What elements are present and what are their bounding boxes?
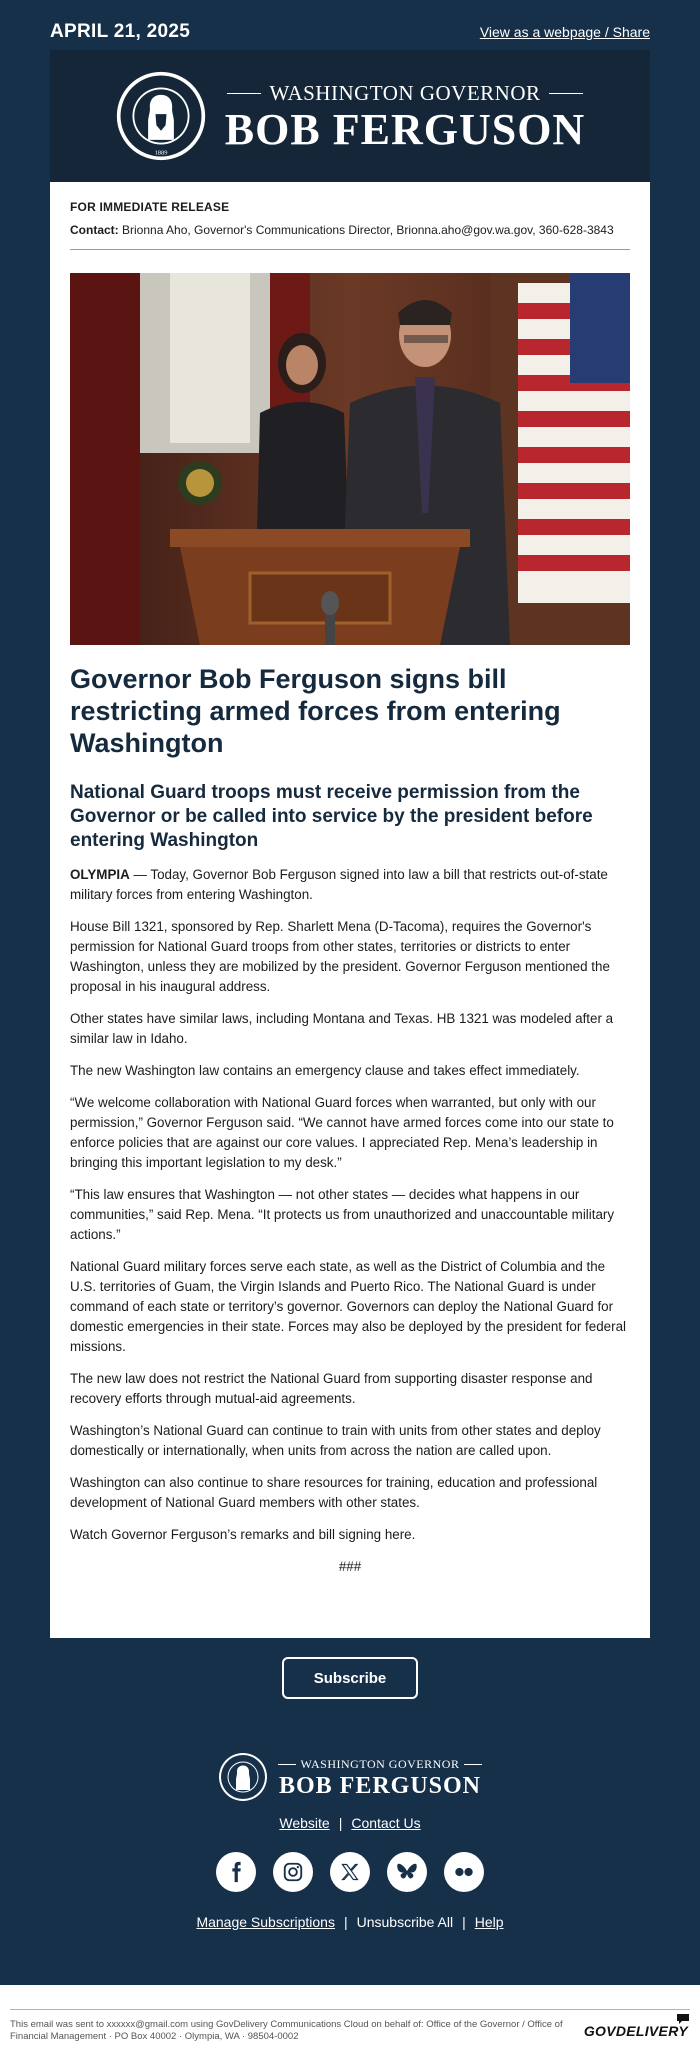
- end-mark: ###: [338, 1559, 362, 1574]
- article-subhead: National Guard troops must receive permission from the Governor or be called into service by the president before entering Washington: [70, 782, 593, 851]
- bluesky-icon[interactable]: [387, 1852, 427, 1892]
- remarks-here-link[interactable]: here: [384, 1527, 412, 1542]
- paragraph-6: “This law ensures that Washington — not other states — decides what happens in our communities,” said Rep. Mena. “It protects us from unauthorized and unaccountable military actions.”: [70, 1187, 615, 1242]
- x-icon[interactable]: [330, 1852, 370, 1892]
- instagram-icon[interactable]: [273, 1852, 313, 1892]
- flickr-icon[interactable]: [444, 1852, 484, 1892]
- social-links: [0, 1852, 700, 1892]
- subscription-links: [0, 1914, 700, 1930]
- svg-text:1889: 1889: [154, 149, 168, 157]
- paragraph-9: Washington’s National Guard can continue to train with units from other states and deploy domestically or internationally, when units from across the nation are called upon.: [70, 1423, 601, 1458]
- paragraph-7: National Guard military forces serve each state, as well as the District of Columbia and the U.S. territories of Guam, the Virgin Islands and Puerto Rico. The National Guard is under command of each state or territory’s governor. Governors can deploy the National Guard for domestic emergencies in their state. Forces may also be deployed by the president for federal missions.: [70, 1259, 626, 1354]
- divider: [10, 2009, 690, 2010]
- house-bill-link[interactable]: House Bill 1321: [70, 919, 164, 934]
- fine-print: This email was sent to xxxxxx@gmail.com using GovDelivery Communications Cloud on behalf of: Office of the Governor / Office of Financial Management · PO Box 40002 · Olympia, WA · 98504-0002: [10, 2019, 563, 2042]
- paragraph-11: Watch Governor Ferguson’s remarks and bill signing here.: [70, 1527, 416, 1542]
- contact-line: Contact: Brionna Aho, Governor's Communications Director, Brionna.aho@gov.wa.gov, 360-628-3843: [70, 223, 614, 237]
- paragraph-2: House Bill 1321, sponsored by Rep. Sharlett Mena (D-Tacoma), requires the Governor's permission for National Guard troops from other states, territories or districts to enter Washington, unless they are mobilized by the president. Governor Ferguson mentioned the proposal in his inaugural address.: [70, 919, 610, 994]
- release-label: FOR IMMEDIATE RELEASE: [70, 200, 230, 214]
- paragraph-8: The new law does not restrict the National Guard from supporting disaster response and recovery efforts through mutual-aid agreements.: [70, 1371, 593, 1406]
- podium: [170, 529, 470, 645]
- help-link[interactable]: Help: [474, 1914, 504, 1930]
- paragraph-4: The new Washington law contains an emergency clause and takes effect immediately.: [70, 1063, 580, 1078]
- masthead-title: [225, 81, 585, 152]
- inaugural-address-link[interactable]: inaugural address: [160, 979, 267, 994]
- footer-logo-name: BOB FERGUSON: [278, 1772, 481, 1799]
- state-seal-icon: [115, 70, 207, 162]
- paragraph-1: OLYMPIA — Today, Governor Bob Ferguson signed into law a bill that restricts out-of-state military forces from entering Washington.: [70, 867, 608, 902]
- view-as-webpage-link[interactable]: View as a webpage / Share: [479, 24, 650, 40]
- article-headline: Governor Bob Ferguson signs bill restricting armed forces from entering Washington: [70, 664, 561, 758]
- divider: [70, 249, 630, 250]
- email-card: [50, 50, 650, 1638]
- divider: |: [338, 1815, 343, 1831]
- paragraph-3: Other states have similar laws, including Montana and Texas. HB 1321 was modeled after a similar law in Idaho.: [70, 1011, 614, 1046]
- flag: [518, 273, 630, 603]
- footer-bottom: [0, 1985, 700, 2060]
- divider: |: [343, 1914, 348, 1930]
- masthead-name: BOB FERGUSON: [224, 104, 586, 154]
- masthead-subtitle: WASHINGTON GOVERNOR: [227, 81, 582, 106]
- bill-signing-photo: [70, 273, 630, 645]
- footer-logo-subtitle: WASHINGTON GOVERNOR: [278, 1757, 483, 1772]
- masthead: [50, 50, 650, 182]
- footer-links: [0, 1815, 700, 1831]
- paragraph-10: Washington can also continue to share resources for training, education and professional development of National Guard members with other states.: [70, 1475, 598, 1510]
- state-seal-icon: [218, 1752, 268, 1802]
- website-link[interactable]: Website: [279, 1815, 330, 1831]
- unsubscribe-all-link[interactable]: Unsubscribe All: [356, 1914, 454, 1930]
- release-date: APRIL 21, 2025: [50, 21, 191, 42]
- facebook-icon[interactable]: [216, 1852, 256, 1892]
- manage-subscriptions-link[interactable]: Manage Subscriptions: [196, 1914, 335, 1930]
- divider: |: [462, 1914, 466, 1930]
- top-bar: [50, 20, 650, 44]
- contact-email-link[interactable]: Brionna.aho@gov.wa.gov: [396, 223, 533, 237]
- govdelivery-logo[interactable]: GOVDELIVERY: [583, 2023, 688, 2039]
- subscribe-button[interactable]: Subscribe: [282, 1657, 418, 1699]
- footer-logo: [0, 1752, 700, 1802]
- paragraph-5: “We welcome collaboration with National Guard forces when warranted, but only with our permission,” Governor Ferguson said. “We cannot have armed forces come into our state to enforce policies that are against our core values. I appreciated Rep. Mena’s leadership in bringing this important legislation to my desk.”: [70, 1095, 614, 1170]
- contact-us-link[interactable]: Contact Us: [351, 1815, 421, 1831]
